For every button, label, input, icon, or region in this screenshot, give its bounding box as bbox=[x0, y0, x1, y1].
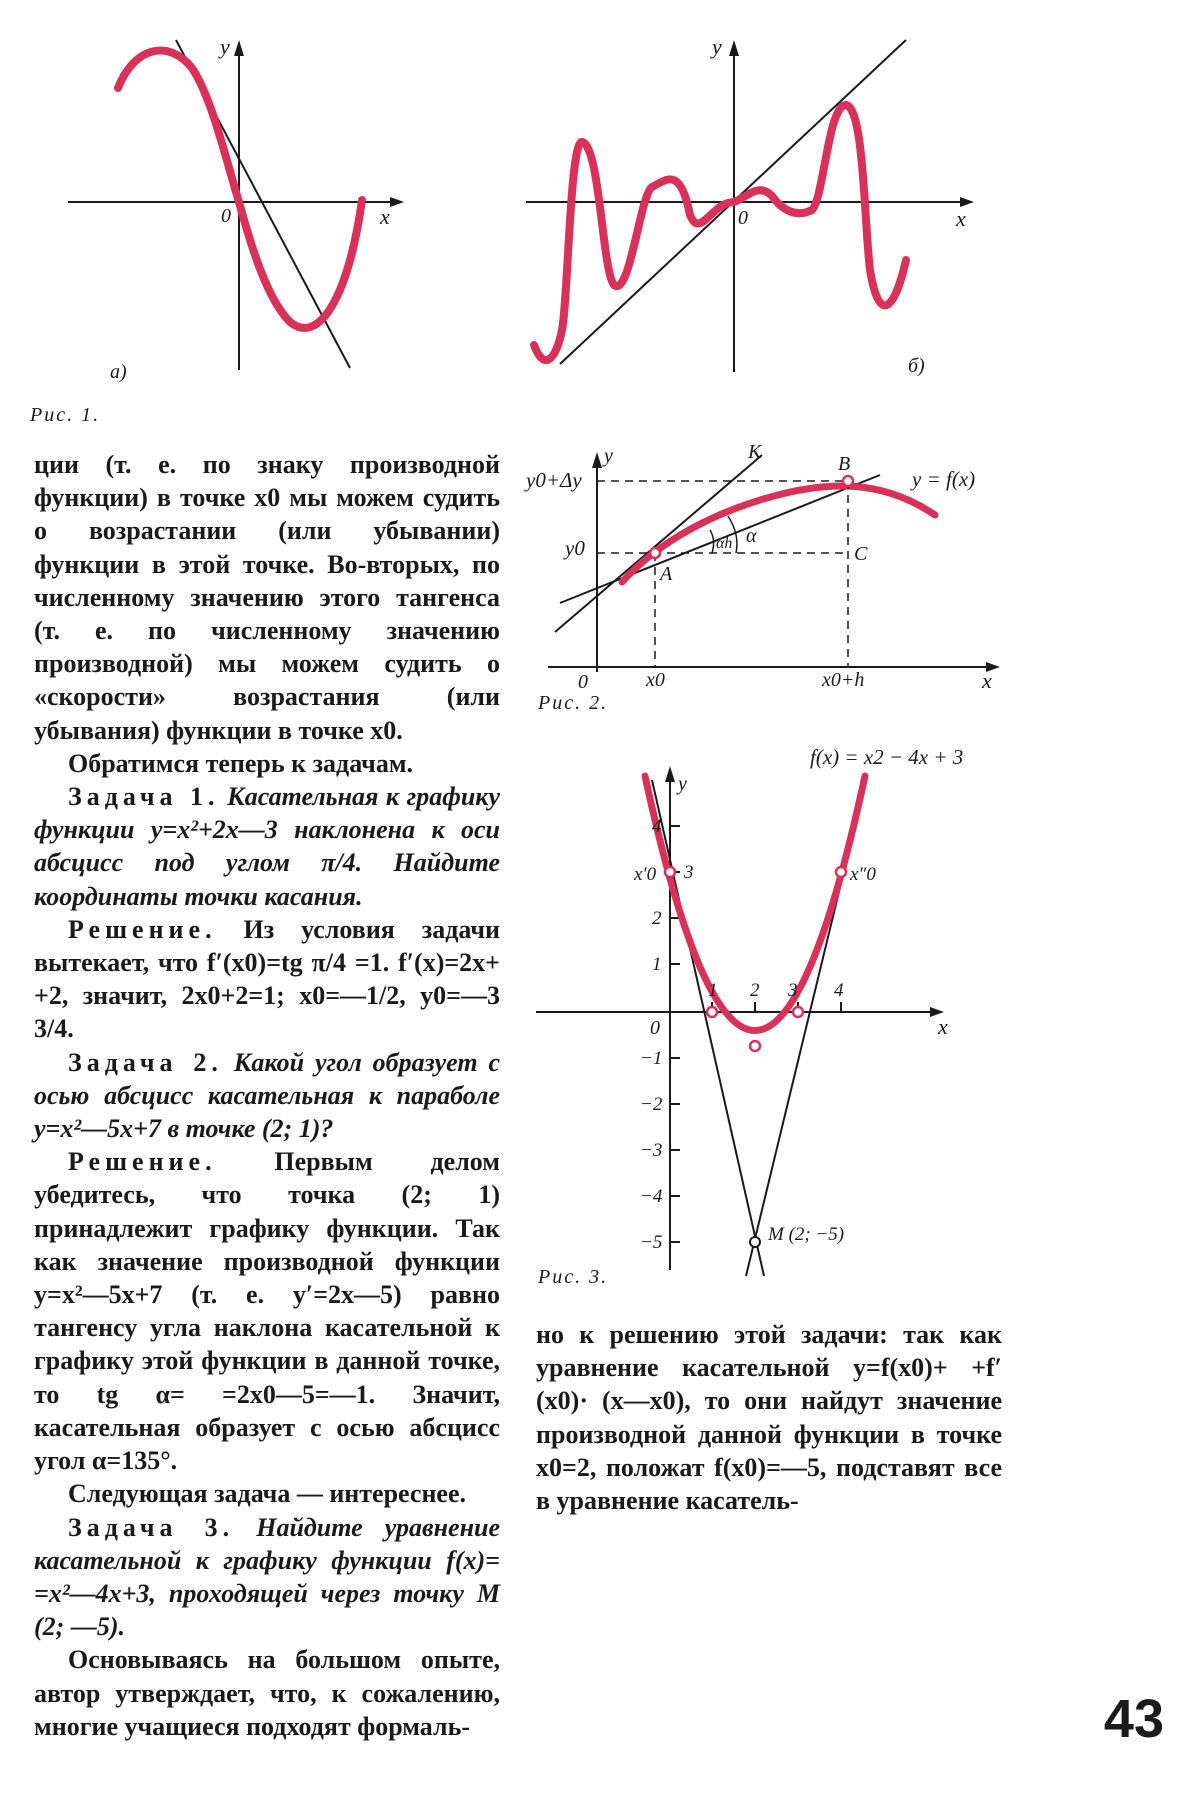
task-text: Какой угол образует с осью абсцисс касательная к параболе y=x²—5x+7 в точке (2; 1)? bbox=[34, 1047, 500, 1144]
point-root-1 bbox=[707, 1007, 717, 1017]
task-text: Найдите уравнение касательной к графику функции f(x)= =x²—4x+3, проходящей через точку M (2; —5). bbox=[34, 1512, 501, 1642]
origin-label: 0 bbox=[578, 671, 588, 693]
origin-label: 0 bbox=[738, 207, 748, 229]
y-tick-label: 3 bbox=[684, 862, 694, 883]
solution-label: Решение. bbox=[68, 914, 217, 944]
figure-2-caption: Рис. 2. bbox=[538, 692, 609, 714]
x0-prime-label: x′0 bbox=[634, 864, 657, 885]
point-x0-prime bbox=[665, 867, 675, 877]
y-tick-label: −3 bbox=[640, 1140, 663, 1161]
point-x0-double-prime bbox=[836, 867, 846, 877]
subfigure-label-a: а) bbox=[110, 361, 127, 383]
paragraph: но к решению этой задачи: так как уравнение касательной y=f(x0)+ +f′(x0)· (x—x0), то они найдут значение производной данной функции в точке x0=2, положат f(x0)=—5, подставят все в уравнение касатель- bbox=[536, 1320, 1002, 1516]
y-label: y bbox=[712, 34, 722, 59]
figure-3-caption: Рис. 3. bbox=[538, 1266, 609, 1288]
x-tick-label: 3 bbox=[788, 980, 798, 1001]
task-3 bbox=[34, 1511, 500, 1644]
paragraph: Следующая задача — интереснее. bbox=[68, 1479, 467, 1509]
task-label: Задача 1. bbox=[68, 782, 220, 812]
y0-label: y0 bbox=[565, 536, 585, 560]
A-label: A bbox=[660, 563, 673, 585]
x-label: x bbox=[982, 668, 992, 693]
task-label: Задача 3. bbox=[68, 1512, 235, 1542]
solution-2 bbox=[34, 1145, 500, 1477]
paragraph: Основываясь на большом опыте, автор утверждает, что, к сожалению, многие учащиеся подходят формаль- bbox=[34, 1645, 500, 1741]
right-text-column bbox=[536, 1318, 1002, 1517]
task-2 bbox=[34, 1046, 500, 1146]
y-axis-arrow bbox=[665, 766, 675, 782]
figure-1-caption: Рис. 1. bbox=[30, 404, 101, 426]
C-label: C bbox=[854, 543, 868, 565]
alpha-h-label: αh bbox=[716, 535, 733, 552]
solution-text: Первым делом убедитесь, что точка (2; 1) принадлежит графику функции. Так как значение производной функции y=x²—5x+7 (т. е. y′=2x—5) равно тангенсу угла наклона касательной к графику этой функции в данной точке, то tg α= =2x0—5=—1. Значит, касательная образует с осью абсцисс угол α=135°. bbox=[34, 1147, 500, 1476]
x-label: x bbox=[938, 1014, 948, 1039]
x0-label: x0 bbox=[646, 669, 665, 691]
y-tick-label: 1 bbox=[652, 954, 662, 975]
K-label: K bbox=[748, 441, 762, 463]
subfigure-label-b: б) bbox=[908, 355, 925, 377]
alpha-label: α bbox=[746, 525, 757, 547]
solution-label: Решение. bbox=[68, 1147, 217, 1177]
x0-double-prime-label: x″0 bbox=[850, 864, 876, 885]
x-label: x bbox=[956, 206, 966, 231]
y-tick-label: −5 bbox=[640, 1232, 663, 1253]
task-1 bbox=[34, 780, 500, 913]
x0h-label: x0+h bbox=[822, 669, 865, 691]
y-label: y bbox=[678, 773, 687, 795]
y-label: y bbox=[220, 34, 230, 59]
task-text: Касательная к графику функции y=x²+2x—3 наклонена к оси абсцисс под углом π/4. Найдите координаты точки касания. bbox=[34, 782, 501, 911]
paragraph: Обратимся теперь к задачам. bbox=[68, 748, 414, 778]
x-tick-label: 1 bbox=[708, 980, 718, 1001]
M-label: M (2; −5) bbox=[768, 1224, 845, 1245]
point-root-3 bbox=[793, 1007, 803, 1017]
paragraph: ции (т. е. по знаку производной функции) в точке x0 мы можем судить о возрастании (или убывании) функции в этой точке. Во-вторых, по численному значению этого тангенса (т. е. по численному значению производной) мы можем судить о «скорости» возрастания (или убывания) функции в точке x0. bbox=[34, 450, 500, 745]
y-tick-label: −2 bbox=[640, 1094, 663, 1115]
solution-text: Из условия задачи вытекает, что f′(x0)=tg π/4 =1. f′(x)=2x+ +2, значит, 2x0+2=1; x0=—1/2, y0=—3 3/4. bbox=[34, 914, 500, 1044]
x-ticks bbox=[712, 1002, 841, 1012]
point-vertex bbox=[750, 1041, 760, 1051]
point-M bbox=[750, 1237, 760, 1247]
y-tick-label: −4 bbox=[640, 1186, 663, 1207]
y-tick-label: 4 bbox=[652, 816, 662, 837]
function-label: y = f(x) bbox=[912, 467, 976, 491]
function-title: f(x) = x2 − 4x + 3 bbox=[810, 745, 964, 769]
page-number: 43 bbox=[1103, 1689, 1164, 1749]
y-tick-label: 2 bbox=[652, 908, 662, 929]
x-label: x bbox=[380, 204, 390, 229]
origin-label: 0 bbox=[221, 205, 231, 227]
y0-delta-label: y0+Δy bbox=[526, 468, 582, 492]
x-tick-labels bbox=[708, 980, 844, 1001]
origin-label: 0 bbox=[650, 1017, 660, 1039]
x-tick-label: 4 bbox=[834, 980, 844, 1001]
left-text-column bbox=[34, 448, 500, 1743]
x-tick-label: 2 bbox=[750, 980, 760, 1001]
B-label: B bbox=[838, 453, 851, 475]
task-label: Задача 2. bbox=[68, 1047, 223, 1077]
y-tick-label: −1 bbox=[640, 1048, 663, 1069]
solution-1 bbox=[34, 913, 500, 1046]
y-label: y bbox=[604, 445, 613, 467]
